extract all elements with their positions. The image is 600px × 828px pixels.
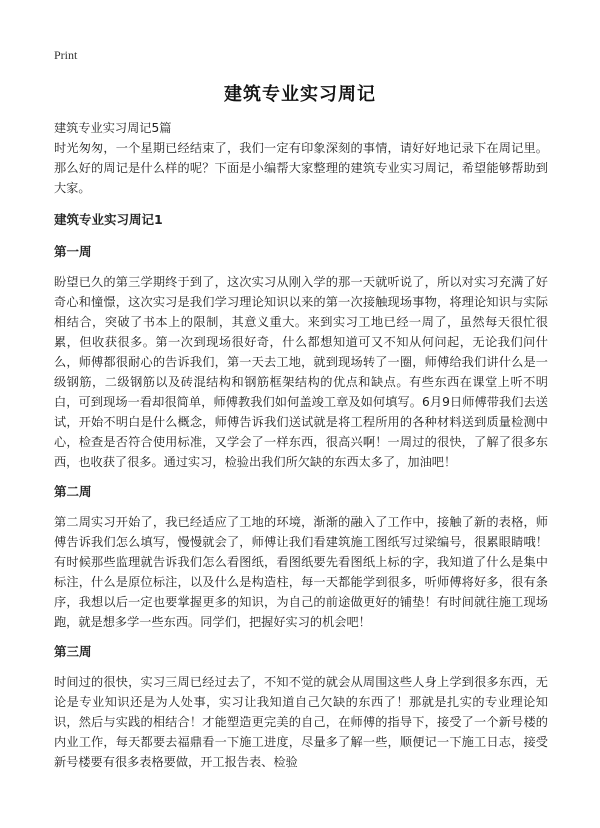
article-subtitle: 建筑专业实习周记5篇 bbox=[54, 121, 172, 135]
week-1-heading: 第一周 bbox=[54, 244, 92, 259]
intro-paragraph: 时光匆匆，一个星期已经结束了，我们一定有印象深刻的事情，请好好地记录下在周记里。那么好的周记是什么样的呢？下面是小编帮大家整理的建筑专业实习周记，希望能够帮助到大家。 bbox=[54, 141, 548, 195]
print-link[interactable]: Print bbox=[54, 48, 78, 62]
week-2-heading: 第二周 bbox=[54, 484, 92, 499]
week-2-paragraph: 第二周实习开始了，我已经适应了工地的环境，渐渐的融入了工作中，接触了新的表格，师傅告诉我们怎么填写，慢慢就会了，师傅让我们看建筑施工图纸写过梁编号，很累眼睛哦！有时候那些监理就告诉我们怎么看图纸，看图纸要先看图纸上标的字，我知道了什么是集中标注，什么是原位标注，以及什么是构造柱，每一天都能学到很多，听师傅将好多，很有条序，我想以后一定也要掌握更多的知识，为自己的前途做更好的铺垫！有时间就往施工现场跑，就是想多学一些东西。同学们，把握好实习的机会吧！ bbox=[54, 515, 548, 629]
week-1-paragraph: 盼望已久的第三学期终于到了，这次实习从刚入学的那一天就听说了，所以对实习充满了好奇心和憧憬，这次实习是我们学习理论知识以来的第一次接触现场事物，将理论知识与实际相结合，突破了书本上的限制，其意义重大。来到实习工地已经一周了，虽然每天很忙很累，但收获很多。第一次到现场很好奇，什么都想知道可又不知从何问起，无论我们问什么，师傅都很耐心的告诉我们，第一天去工地，就到现场转了一圈，师傅给我们讲什么是一级钢筋，二级钢筋以及砖混结构和钢筋框架结构的优点和缺点。有些东西在课堂上听不明白，可到现场一看却很简单，师傅教我们如何盖竣工章及如何填写。6月9日师傅带我们去送试，开始不明白是什么概念，师傅告诉我们送试就是将工程所用的各种材料送到质量检测中心，检查是否符合使用标准，又学会了一样东西，很高兴啊！一周过的很快，了解了很多东西，也收获了很多。通过实习，检验出我们所欠缺的东西太多了，加油吧！ bbox=[54, 275, 548, 469]
week-3-paragraph: 时间过的很快，实习三周已经过去了，不知不觉的就会从周围这些人身上学到很多东西，无论是专业知识还是为人处事，实习让我知道自己欠缺的东西了！那就是扎实的专业理论知识，然后与实践的相结合！才能塑造更完美的自己，在师傅的指导下，接受了一个新号楼的内业工作，每天都要去福鼎看一下施工进度，尽量多了解一些，顺便记一下施工日志，接受新号楼要有很多表格要做，开工报告表、检验 bbox=[54, 675, 548, 769]
section-heading: 建筑专业实习周记1 bbox=[54, 212, 163, 227]
week-3-heading: 第三周 bbox=[54, 644, 92, 659]
article-body bbox=[54, 118, 548, 782]
page-title: 建筑专业实习周记 bbox=[224, 84, 376, 105]
